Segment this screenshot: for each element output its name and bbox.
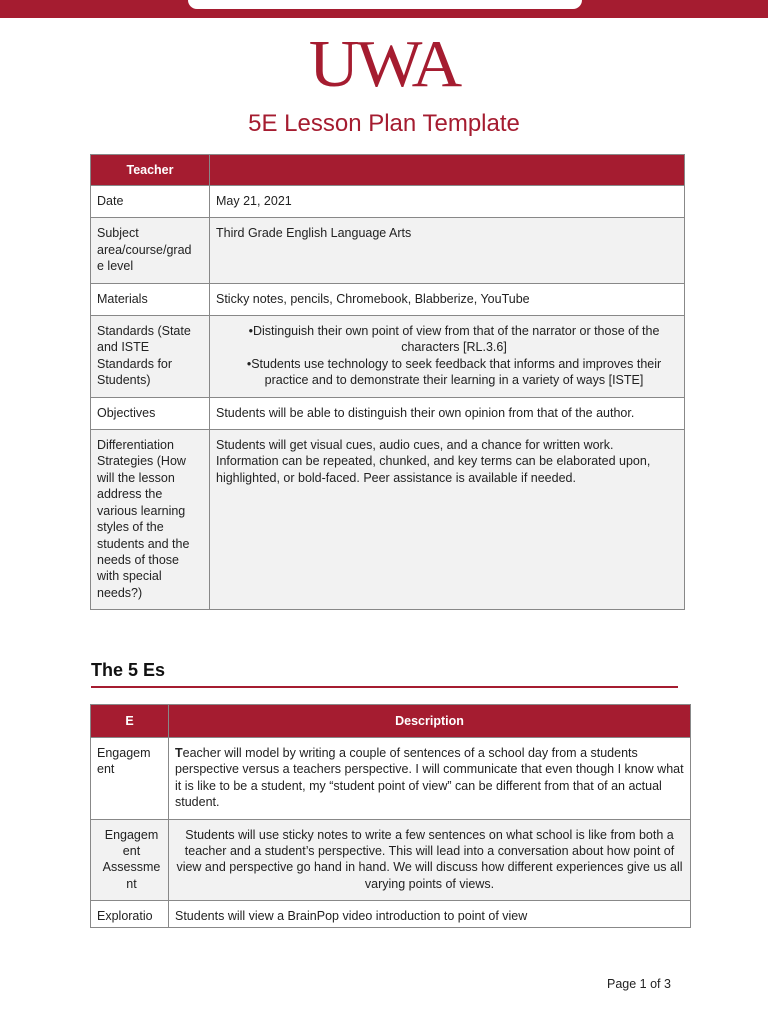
table-header-row [91, 705, 691, 738]
exploration-label: Exploratio [91, 901, 169, 927]
table-row [91, 430, 685, 610]
differentiation-value: Students will get visual cues, audio cues, and a chance for written work. Information can be repeated, chunked, and key terms can be elaborated upon, highlighted, or bold-faced. Peer assistance is available if needed. [210, 430, 685, 610]
standards-bullet: • Distinguish their own point of view from that of the narrator or those of the characters [RL.3.6] [216, 323, 678, 356]
standards-value [210, 316, 685, 398]
table-header-row [91, 155, 685, 186]
standards-label: Standards (State and ISTE Standards for Students) [91, 316, 210, 398]
five-es-table [90, 704, 691, 928]
date-label: Date [91, 186, 210, 218]
exploration-description: Students will view a BrainPop video introduction to point of view [169, 901, 691, 927]
table-row [91, 316, 685, 398]
engagement-label: Engagem ent [91, 738, 169, 820]
table-row [91, 283, 685, 315]
subject-label: Subject area/course/grad e level [91, 218, 210, 283]
subject-value: Third Grade English Language Arts [210, 218, 685, 283]
engagement-description [169, 738, 691, 820]
teacher-header-value [210, 155, 685, 186]
table-row [91, 218, 685, 283]
table-row [91, 819, 691, 901]
top-banner [0, 0, 768, 18]
uwa-logo: UWA [308, 27, 460, 102]
page-title: 5E Lesson Plan Template [248, 110, 520, 137]
materials-value: Sticky notes, pencils, Chromebook, Blabberize, YouTube [210, 283, 685, 315]
section-divider [91, 686, 678, 688]
teacher-header-label: Teacher [91, 155, 210, 186]
engagement-assessment-label: Engagem ent Assessme nt [91, 819, 169, 901]
objectives-label: Objectives [91, 397, 210, 429]
table-row [91, 738, 691, 820]
engagement-assessment-description: Students will use sticky notes to write a few sentences on what school is like from both a teacher and a student’s perspective. This will lead into a conversation about how point of view and perspective go hand in hand. We will discuss how different experiences give us all varying points of views. [169, 819, 691, 901]
description-column-header: Description [169, 705, 691, 738]
page-number: Page 1 of 3 [607, 977, 671, 991]
lesson-info-table [90, 154, 685, 610]
materials-label: Materials [91, 283, 210, 315]
differentiation-label: Differentiation Strategies (How will the lesson address the various learning styles of the students and the needs of those with special needs?) [91, 430, 210, 610]
engagement-description-text: eacher will model by writing a couple of sentences of a school day from a students perspective versus a teachers perspective. I will communicate that even though I know what it is like to be a student, my “student point of view” can be different from that of an actual student. [175, 746, 684, 810]
table-row [91, 901, 691, 927]
section-heading: The 5 Es [91, 660, 166, 680]
table-row [91, 186, 685, 218]
standards-bullet: • Students use technology to seek feedback that informs and improves their practice and to demonstrate their learning in a variety of ways [ISTE] [216, 356, 678, 389]
top-banner-tab [188, 0, 582, 9]
date-value: May 21, 2021 [210, 186, 685, 218]
drop-letter: T [175, 746, 183, 760]
table-row [91, 397, 685, 429]
objectives-value: Students will be able to distinguish their own opinion from that of the author. [210, 397, 685, 429]
e-column-header: E [91, 705, 169, 738]
